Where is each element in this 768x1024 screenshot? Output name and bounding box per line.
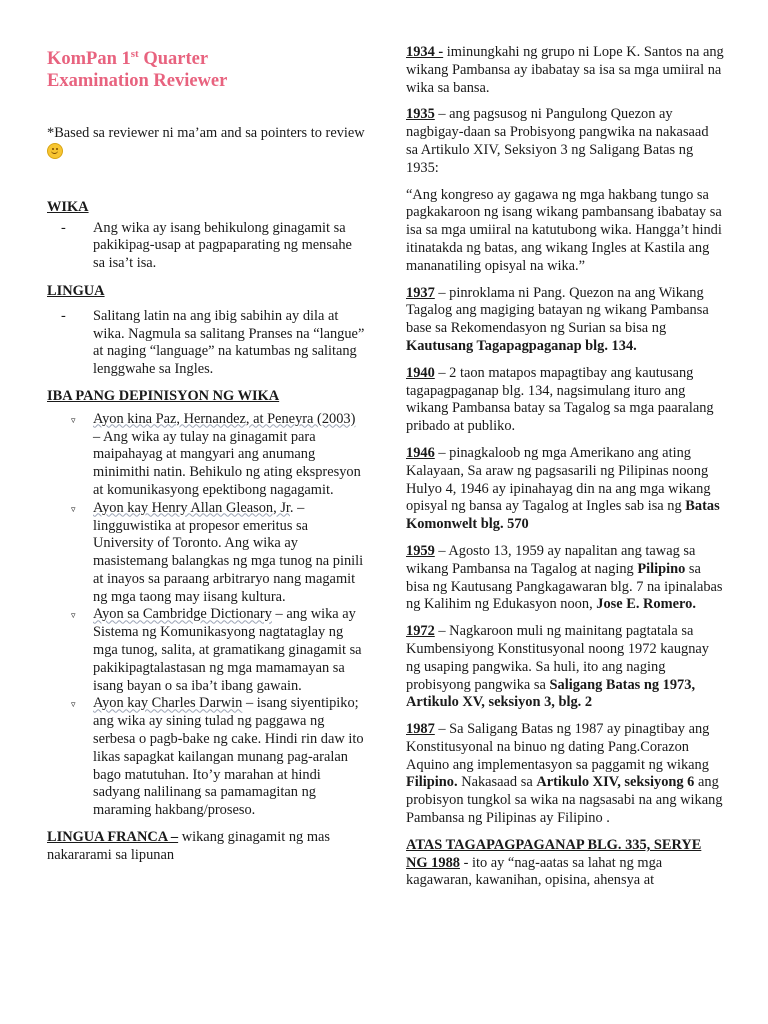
left-column: [47, 40, 365, 865]
lingua-franca-definition: LINGUA FRANCA – wikang ginagamit ng mas nakararami sa lipunan: [47, 829, 330, 863]
definition-item: ▿ Ayon kay Charles Darwin – isang siyentipiko; ang wika ay sining tulad ng paggawa ng serbesa o pagb-bake ng cake. Hindi rin daw ito likas sapagkat kailangan munang pag-aralan bago matutuhan. Ito’y marahan at hindi sadyang nalilinang sa pamamagitan ng maraming hakbang/proseso.: [71, 695, 364, 819]
timeline-entry-1940: 1940 – 2 taon matapos mapagtibay ang kautusang tagapagpaganap blg. 134, nagsimulang ituro ang wikang Pambansa batay sa Tagalog sa mga paaralang pribado at publiko.: [406, 364, 714, 435]
constitution-quote: “Ang kongreso ay gagawa ng mga hakbang tungo sa pagkakaroon ng isang wikang pambansang ibabatay sa isa sa mga umiiral na katutubong wika. Hangga’t hindi itinatakda ng batas, ang wikang Ingles at Kastila ang mananatiling opisyal na wika.”: [406, 186, 722, 274]
intro-text: *Based sa reviewer ni ma’am and sa pointers to review: [47, 125, 365, 163]
right-column: [406, 44, 724, 890]
triangle-bullet-icon: ▿: [71, 699, 76, 710]
timeline-entry-1934: 1934 - iminungkahi ng grupo ni Lope K. Santos na ang wikang Pambansa ay ibabatay sa isa sa mga umiiral na wika sa bansa.: [406, 44, 724, 96]
smiley-emoji-icon: [47, 143, 63, 159]
timeline-entry-1937: 1937 – pinroklama ni Pang. Quezon na ang Wikang Tagalog ang magiging batayan ng wikang Pambansa base sa Rekomendasyon ng Surian sa bisa ng Kautusang Tagapagpaganap blg. 134.: [406, 284, 709, 354]
triangle-bullet-icon: ▿: [71, 610, 76, 621]
wika-definition: - Ang wika ay isang behikulong ginagamit sa pakikipag-usap at pagpaparating ng mensahe sa isa’t isa.: [47, 220, 365, 273]
timeline-entry-1972: 1972 – Nagkaroon muli ng mainitang pagtatala sa Kumbensiyong Konstitusyonal noong 1972 kaugnay ng usaping pangwika. Sa huli, ito ang naging probisyong pangwika sa Saligang Batas ng 1973, Artikulo XV, seksiyon 3, blg. 2: [406, 623, 709, 711]
timeline-entry-1935: 1935 – ang pagsusog ni Pangulong Quezon ay nagbigay-daan sa Probisyong pangwika na nakasaad sa Artikulo XIV, Seksiyon 3 ng Saligang Batas ng 1935:: [406, 106, 709, 176]
wika-heading: WIKA: [47, 198, 89, 215]
lingua-heading: LINGUA: [47, 282, 105, 299]
timeline-entry-1987: 1987 – Sa Saligang Batas ng 1987 ay pinagtibay ang Konstitusyonal na binuo ng dating Pang.Corazon Aquino ang implementasyon sa paggamit ng wikang Filipino. Nakasaad sa Artikulo XIV, seksiyong 6 ang probisyon tungkol sa wika na nagsasabi na ang wikang Pambansa ng Pilipinas ay Filipino .: [406, 721, 723, 827]
iba-pang-depinisyon-heading: IBA PANG DEPINISYON NG WIKA: [47, 387, 280, 404]
atas-tagapagpaganap-entry: ATAS TAGAPAGPAGANAP BLG. 335, SERYE NG 1988 - ito ay “nag-aatas sa lahat ng mga kagawaran, kawanihan, opisina, ahensya at: [406, 836, 702, 889]
triangle-bullet-icon: ▿: [71, 503, 76, 514]
timeline-entry-1959: 1959 – Agosto 13, 1959 ay napalitan ang tawag sa wikang Pambansa na Tagalog at naging Pilipino sa bisa ng Kautusang Pangkagawaran blg. 7 na ipinalabas ng Kalihim ng Edukasyon noon, Jose E. Romero.: [406, 542, 723, 613]
triangle-bullet-icon: ▿: [71, 414, 76, 425]
definition-item: ▿ Ayon kay Henry Allan Gleason, Jr. – lingguwistika at propesor emeritus sa University of Toronto. Ang wika ay masistemang balangkas ng mga tunog na pinili at inayos sa paraang arbitraryo nang magamit ng mga taong may iisang kultura.: [71, 499, 364, 605]
definition-item: ▿ Ayon kina Paz, Hernandez, at Peneyra (2003) – Ang wika ay tulay na ginagamit para maipahayag at mangyari ang anumang minimithi natin. Behikulo ng ating ekspresyon at komunikasyong epektibong nagagamit.: [71, 410, 361, 498]
lingua-definition: - Salitang latin na ang ibig sabihin ay dila at wika. Nagmula sa salitang Pranses na “langue” at naging “language” na katumbas ng salitang lenggwahe sa Ingles.: [47, 308, 365, 379]
document-title: KomPan 1st Quarter Examination Reviewer: [47, 48, 228, 92]
timeline-entry-1946: 1946 – pinagkaloob ng mga Amerikano ang ating Kalayaan, Sa araw ng pagsasarili ng Pilipinas noong Hulyo 4, 1946 ay ipinahayag din na ang mga wikang opisyal ng bansa ay Tagalog at Ingles sab isa ng Batas Komonwelt blg. 570: [406, 444, 720, 533]
definition-item: ▿ Ayon sa Cambridge Dictionary – ang wika ay Sistema ng Komunikasyong nagtataglay ng mga tunog, salita, at gramatikang ginagamit sa pakikipagtalastasan ng mga mamamayan sa isang bayan o sa iba’t ibang gawain.: [71, 606, 362, 694]
